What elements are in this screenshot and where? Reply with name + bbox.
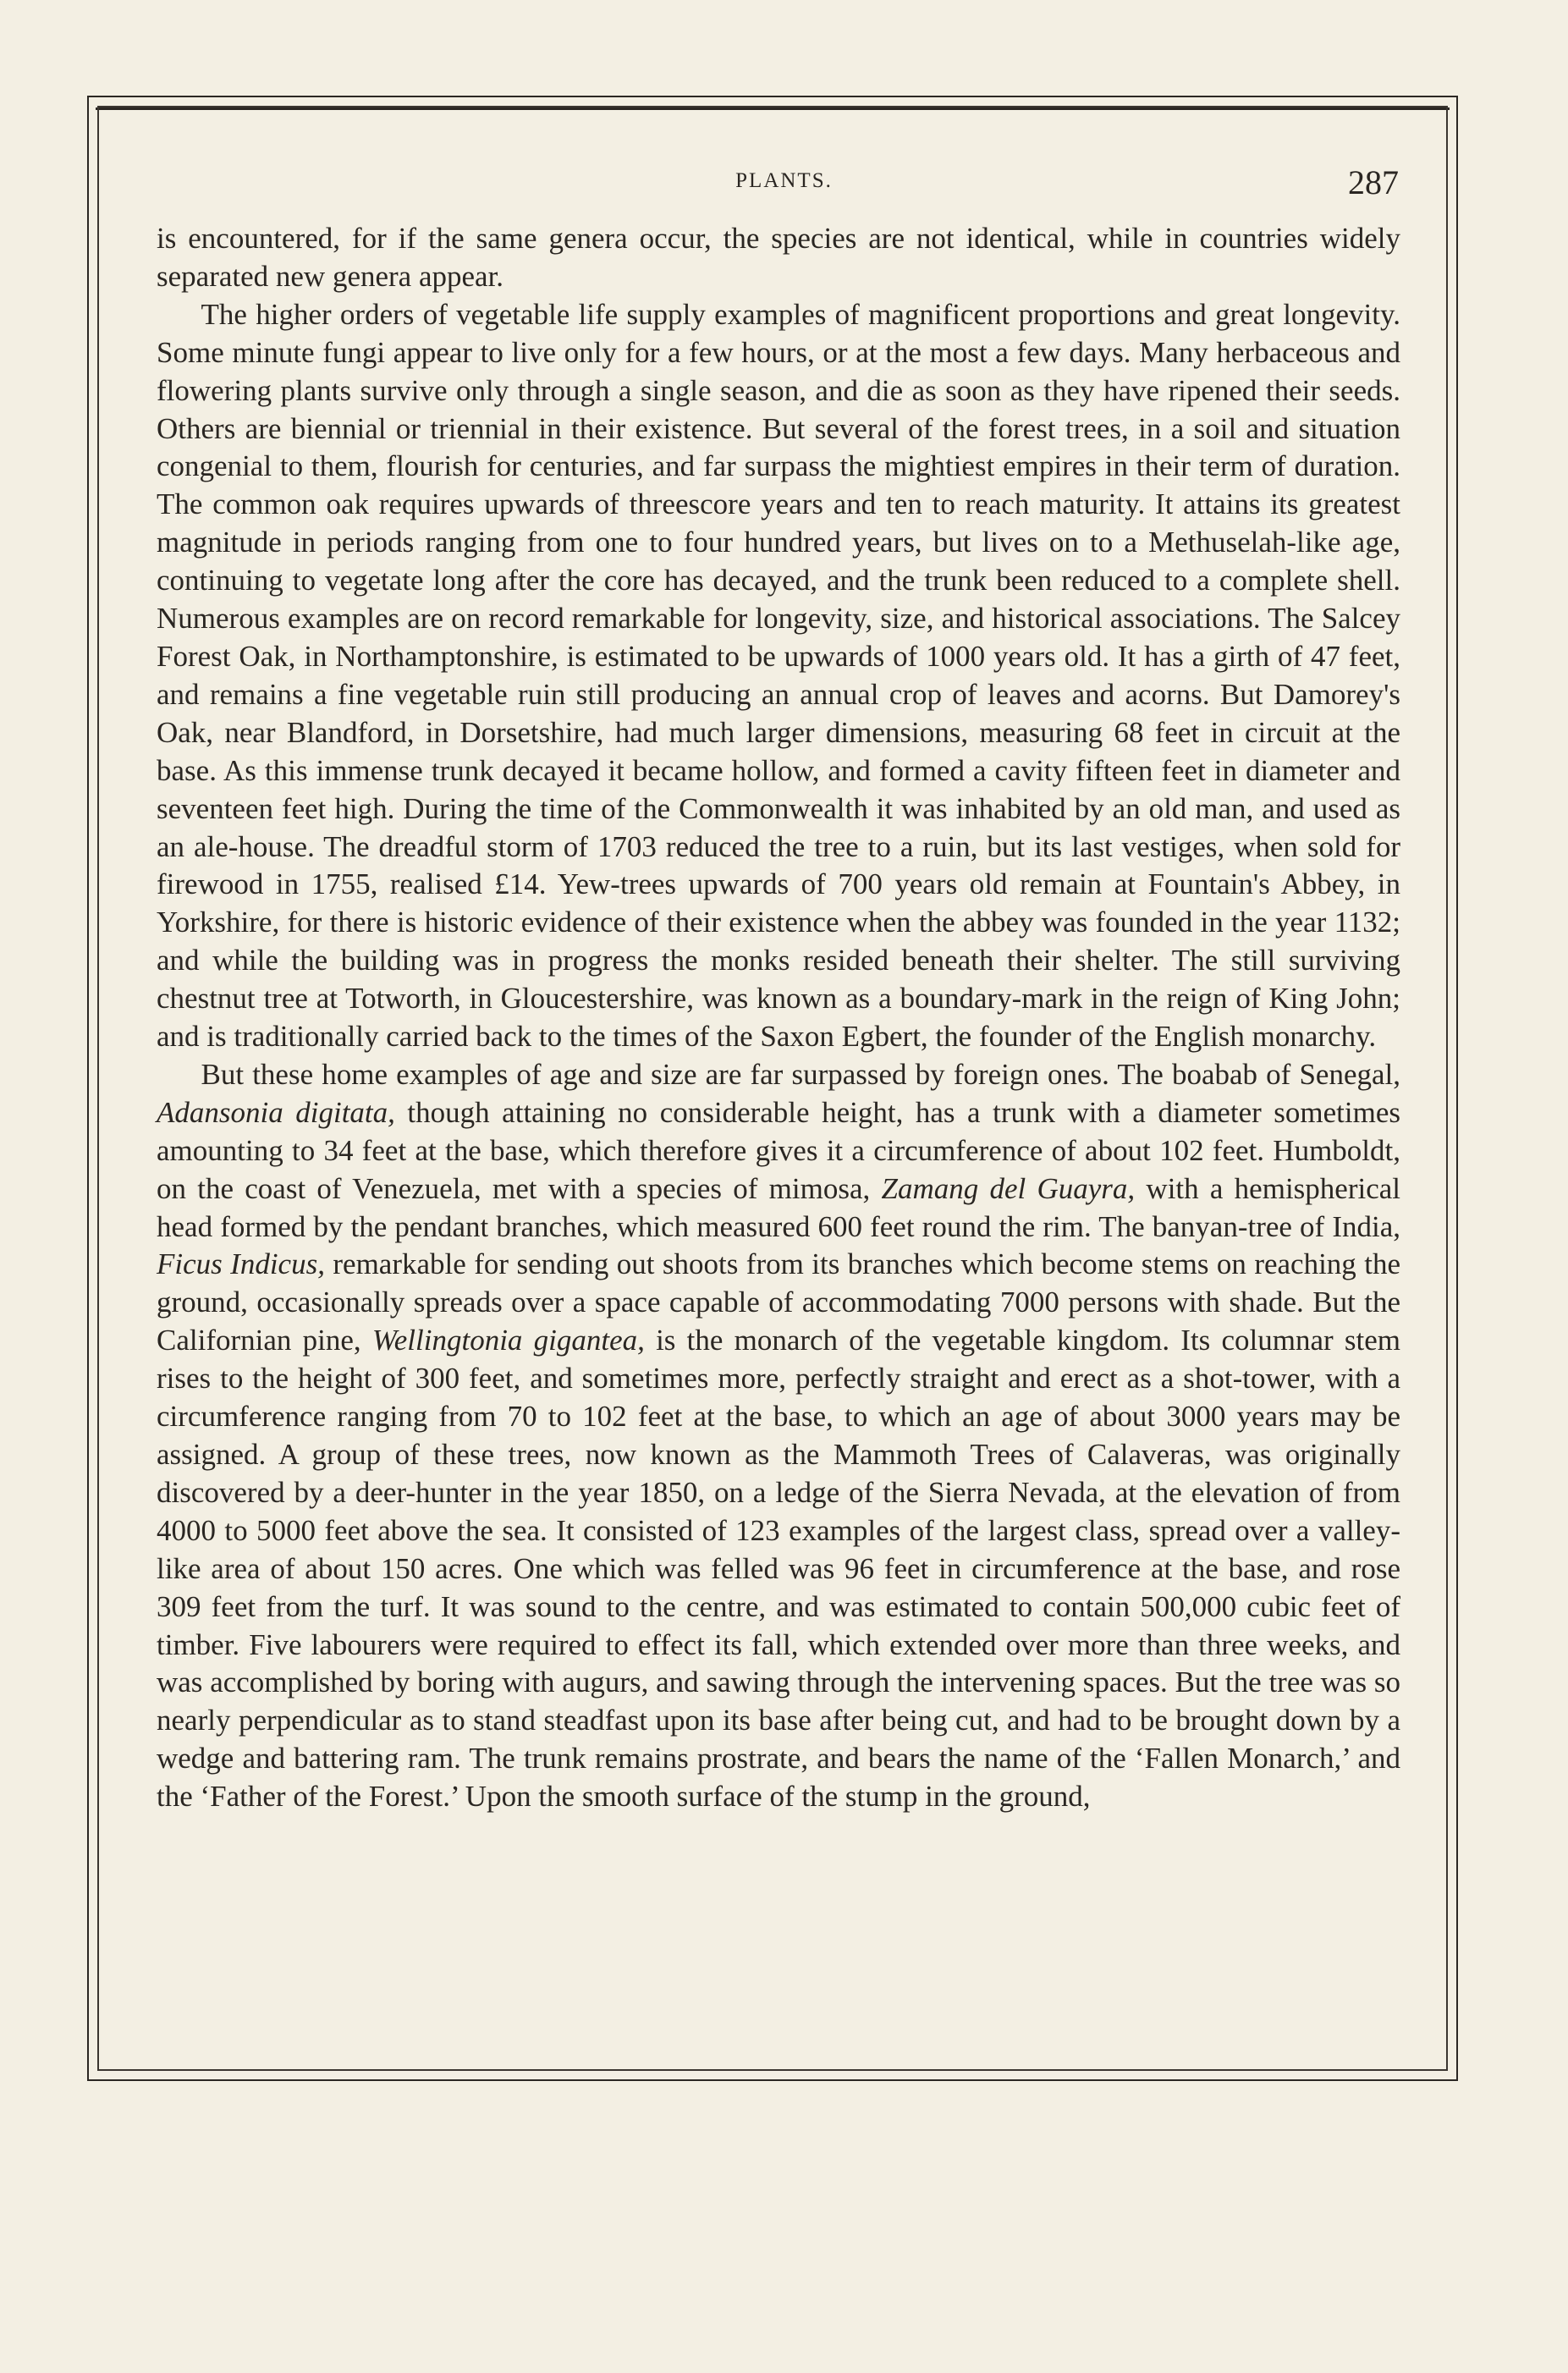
body-text [157, 220, 1400, 1816]
page-number: 287 [1348, 163, 1399, 201]
paragraph-2: The higher orders of vegetable life supply examples of magnificent proportions and great longevity. Some minute fungi appear to live only for a few hours, or at the most a few days. Many herbaceous and flowering plants survive only through a single season, and die as soon as they have ripened their seeds. Others are biennial or triennial in their existence. But several of the forest trees, in a soil and situation congenial to them, flourish for centuries, and far surpass the mightiest empires in their term of duration. The common oak requires upwards of threescore years and ten to reach maturity. It attains its greatest magnitude in periods ranging from one to four hundred years, but lives on to a Methuselah-like age, continuing to vegetate long after the core has decayed, and the trunk been reduced to a complete shell. Numerous examples are on record remarkable for longevity, size, and historical associations. The Salcey Forest Oak, in Northamptonshire, is estimated to be upwards of 1000 years old. It has a girth of 47 feet, and remains a fine vegetable ruin still producing an annual crop of leaves and acorns. But Damorey's Oak, near Blandford, in Dorsetshire, had much larger dimensions, measuring 68 feet in circuit at the base. As this immense trunk decayed it became hollow, and formed a cavity fifteen feet in diameter and seventeen feet high. During the time of the Commonwealth it was inhabited by an old man, and used as an ale-house. The dreadful storm of 1703 reduced the tree to a ruin, but its last vestiges, when sold for firewood in 1755, realised £14. Yew-trees upwards of 700 years old remain at Fountain's Abbey, in Yorkshire, for there is historic evidence of their existence when the abbey was founded in the year 1132; and while the building was in progress the monks resided beneath their shelter. The still surviving chestnut tree at Totworth, in Gloucestershire, was known as a boundary-mark in the reign of King John; and is traditionally carried back to the times of the Saxon Egbert, the founder of the English monarchy. [157, 297, 1400, 1054]
text-run: is the monarch of the vegetable kingdom. Its columnar stem rises to the height of 300 feet, and sometimes more, perfectly straight and erect as a shot-tower, with a circumference ranging from 70 to 102 feet at the base, to which an age of about 3000 years may be assigned. A group of these trees, now known as the Mammoth Trees of Calaveras, was originally discovered by a deer-hunter in the year 1850, on a ledge of the Sierra Nevada, at the elevation of from 4000 to 5000 feet above the sea. It consisted of 123 examples of the largest class, spread over a valley-like area of about 150 acres. One which was felled was 96 feet in circumference at the base, and rose 309 feet from the turf. It was sound to the centre, and was estimated to contain 500,000 cubic feet of timber. Five labourers were required to effect its fall, which extended over more than three weeks, and was accomplished by boring with augurs, and sawing through the intervening spaces. But the tree was so nearly perpendicular as to stand steadfast upon its base after being cut, and had to be brought down by a wedge and battering ram. The trunk remains prostrate, and bears the name of the ‘Fallen Monarch,’ and the ‘Father of the Forest.’ Upon the smooth surface of the stump in the ground, [157, 1324, 1400, 1814]
text-run: with a hemispherical head formed by the pendant branches, which measured 600 feet round the rim. The banyan-tree of India, [157, 1171, 1400, 1243]
species-name: Ficus Indicus, [157, 1247, 325, 1281]
species-name: Wellingtonia gigantea, [371, 1324, 645, 1357]
paragraph-3 [157, 1056, 1400, 1816]
species-name: Zamang del Guayra, [881, 1171, 1136, 1205]
text-run: though attaining no considerable height, has a trunk with a diameter sometimes amounting to 34 feet at the base, which therefore gives it a circumference of about 102 feet. Humboldt, on the coast of Venezuela, met with a species of mimosa, [157, 1095, 1400, 1205]
text-run: But these home examples of age and size are far surpassed by foreign ones. The boabab of Senegal, [201, 1057, 1400, 1091]
paragraph-1: is encountered, for if the same genera occur, the species are not identical, while in countries widely separated new genera appear. [157, 222, 1400, 293]
running-head: PLANTS. [735, 169, 833, 192]
text-run: remarkable for sending out shoots from its branches which become stems on reaching the ground, occasionally spreads over a space capable of accommodating 7000 persons with shade. But the Californian pine, [157, 1247, 1400, 1357]
species-name: Adansonia digitata, [157, 1095, 395, 1129]
